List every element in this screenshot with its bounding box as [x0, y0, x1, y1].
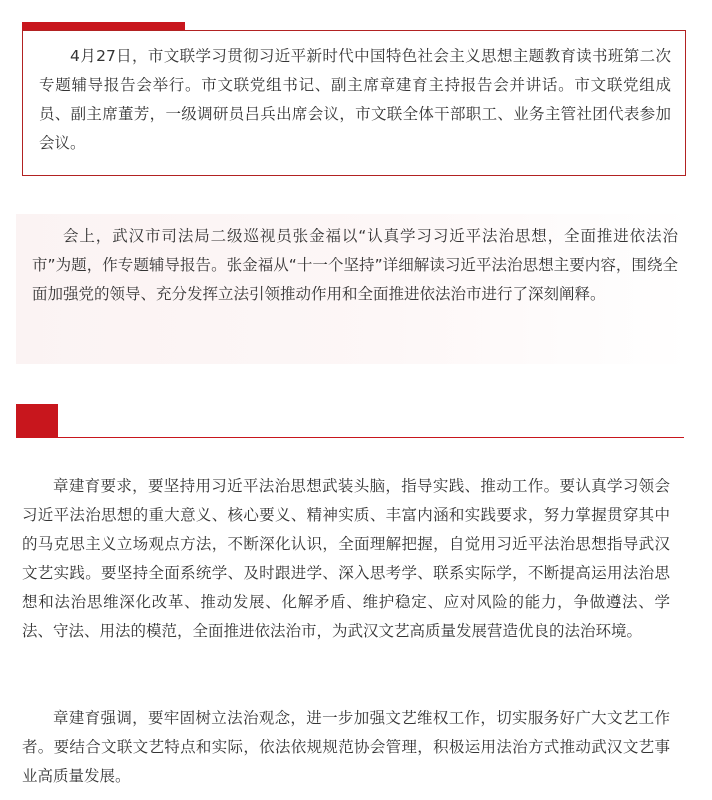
emphasis-section [22, 704, 670, 791]
emphasis-paragraph: 章建育强调，要牢固树立法治观念，进一步加强文艺维权工作，切实服务好广大文艺工作者。要结合文联文艺特点和实际，依法依规规范协会管理，积极运用法治方式推动武汉文艺事业高质量发展。 [22, 709, 670, 785]
intro-box [22, 30, 686, 176]
section-divider-block [16, 404, 58, 438]
section-divider-line [16, 437, 684, 438]
lecture-paragraph: 会上，武汉市司法局二级巡视员张金福以“认真学习习近平法治思想，全面推进依法治市”为题，作专题辅导报告。张金福从“十一个坚持”详细解读习近平法治思想主要内容，围绕全面加强党的领导、充分发挥立法引领推动作用和全面推进依法治市进行了深刻阐释。 [32, 227, 678, 303]
lecture-box [16, 214, 692, 364]
top-accent-bar [22, 22, 185, 30]
intro-paragraph: 4月27日，市文联学习贯彻习近平新时代中国特色社会主义思想主题教育读书班第二次专题辅导报告会举行。市文联党组书记、副主席章建育主持报告会并讲话。市文联党组成员、副主席董芳，一级调研员吕兵出席会议，市文联全体干部职工、业务主管社团代表参加会议。 [39, 47, 671, 152]
requirements-section [22, 472, 670, 646]
requirements-paragraph: 章建育要求，要坚持用习近平法治思想武装头脑，指导实践、推动工作。要认真学习领会习近平法治思想的重大意义、核心要义、精神实质、丰富内涵和实践要求，努力掌握贯穿其中的马克思主义立场观点方法，不断深化认识，全面理解把握，自觉用习近平法治思想指导武汉文艺实践。要坚持全面系统学、及时跟进学、深入思考学、联系实际学，不断提高运用法治思想和法治思维深化改革、推动发展、化解矛盾、维护稳定、应对风险的能力，争做遵法、学法、守法、用法的模范，全面推进依法治市，为武汉文艺高质量发展营造优良的法治环境。 [22, 477, 670, 640]
